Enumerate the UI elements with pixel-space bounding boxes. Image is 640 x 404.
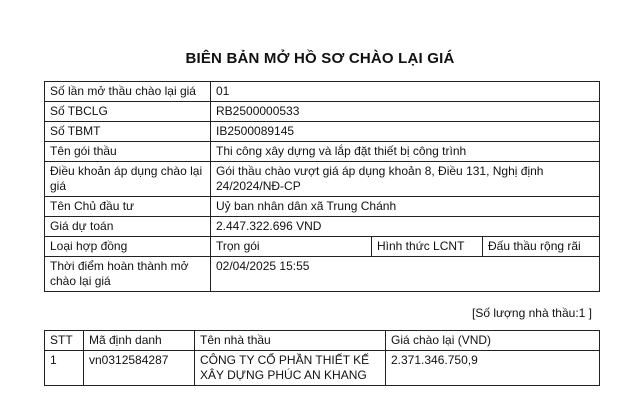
info-label: Giá dự toán — [45, 217, 211, 237]
header-id: Mã định danh — [84, 331, 195, 351]
document-title: BIÊN BẢN MỞ HỒ SƠ CHÀO LẠI GIÁ — [185, 50, 455, 67]
info-value: Uỷ ban nhân dân xã Trung Chánh — [211, 197, 600, 217]
info-row — [45, 102, 600, 122]
info-label: Điều khoản áp dụng chào lại giá — [45, 162, 211, 197]
completion-row — [45, 257, 600, 292]
info-row — [45, 162, 600, 197]
bidder-id: vn0312584287 — [84, 351, 195, 386]
info-label: Tên gói thầu — [45, 142, 211, 162]
info-label: Số TBMT — [45, 122, 211, 142]
info-row — [45, 82, 600, 102]
bidder-price: 2.371.346.750,9 — [386, 351, 600, 386]
info-label: Số lần mở thầu chào lại giá — [45, 82, 211, 102]
info-value: 2.447.322.696 VND — [211, 217, 600, 237]
info-value: Gói thầu chào vượt giá áp dụng khoản 8, Điều 131, Nghị định 24/2024/NĐ-CP — [211, 162, 600, 197]
completion-value: 02/04/2025 15:55 — [211, 257, 600, 292]
header-stt: STT — [45, 331, 84, 351]
info-row — [45, 217, 600, 237]
completion-label: Thời điểm hoàn thành mở chào lại giá — [45, 257, 211, 292]
contract-row — [45, 237, 600, 257]
contract-type-value: Trọn gói — [211, 237, 372, 257]
info-value: 01 — [211, 82, 600, 102]
info-value: IB2500089145 — [211, 122, 600, 142]
header-price: Giá chào lại (VND) — [386, 331, 600, 351]
info-value: RB2500000533 — [211, 102, 600, 122]
info-row — [45, 197, 600, 217]
info-label: Số TBCLG — [45, 102, 211, 122]
info-row — [45, 142, 600, 162]
info-value: Thi công xây dựng và lắp đặt thiết bị công trình — [211, 142, 600, 162]
info-row — [45, 122, 600, 142]
info-label: Tên Chủ đầu tư — [45, 197, 211, 217]
selection-method-label: Hình thức LCNT — [372, 237, 483, 257]
header-name: Tên nhà thầu — [195, 331, 386, 351]
selection-method-value: Đấu thầu rộng rãi — [483, 237, 600, 257]
table-row — [45, 351, 600, 386]
tender-info-table — [44, 81, 600, 292]
bidder-count: [Số lượng nhà thầu:1 ] — [472, 306, 592, 320]
bidders-table — [44, 330, 600, 386]
bidder-name: CÔNG TY CỔ PHẦN THIẾT KẾ XÂY DỰNG PHÚC AN KHANG — [195, 351, 386, 386]
bidders-header-row — [45, 331, 600, 351]
contract-type-label: Loại hợp đồng — [45, 237, 211, 257]
bidder-stt: 1 — [45, 351, 84, 386]
